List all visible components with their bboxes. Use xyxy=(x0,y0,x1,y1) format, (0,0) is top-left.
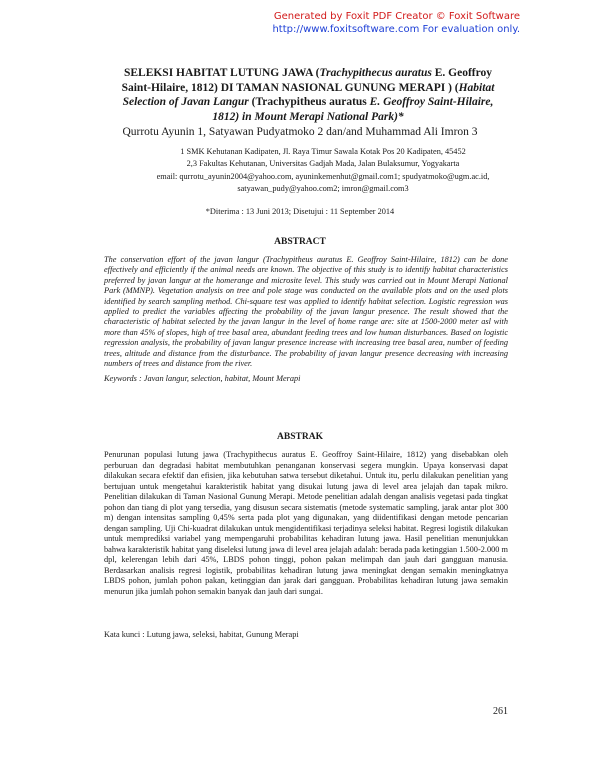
title-part-3: (Trachypitheus auratus xyxy=(248,96,370,108)
paper-title xyxy=(108,66,508,124)
affiliation-2: 2,3 Fakultas Kehutanan, Universitas Gadjah Mada, Jalan Bulaksumur, Yogyakarta xyxy=(186,158,460,168)
author-emails-1: email: qurrotu_ayunin2004@yahoo.com, ayuninkemenhut@gmail.com1; spudyatmoko@ugm.ac.id, xyxy=(156,172,490,181)
title-species-1: Trachypithecus auratus xyxy=(319,67,432,79)
keywords-english: Keywords : Javan langur, selection, habitat, Mount Merapi xyxy=(104,374,301,383)
abstrak-heading: ABSTRAK xyxy=(277,432,323,442)
page-number: 261 xyxy=(493,706,508,717)
affiliation-1: 1 SMK Kehutanan Kadipaten, Jl. Raya Timur Sawala Kotak Pos 20 Kadipaten, 45452 xyxy=(180,147,466,156)
title-english: Habitat Selection of Javan Langur xyxy=(122,81,495,108)
watermark-line-1: Generated by Foxit PDF Creator © Foxit Software xyxy=(273,11,520,22)
author-list: Qurrotu Ayunin 1, Satyawan Pudyatmoko 2 dan/and Muhammad Ali Imron 3 xyxy=(122,126,478,138)
title-part-2: E. Geoffroy Saint-Hilaire, 1812) DI TAMAN NASIONAL GUNUNG MERAPI ) ( xyxy=(121,67,493,94)
watermark-line-2: http://www.foxitsoftware.com For evaluation only. xyxy=(272,24,520,35)
kata-kunci: Kata kunci : Lutung jawa, seleksi, habitat, Gunung Merapi xyxy=(104,630,299,639)
affiliations xyxy=(118,146,528,194)
abstract-text: The conservation effort of the javan langur (Trachypitheus auratus E. Geoffroy Saint-Hilaire, 1812) can be done effectively and efficiently if the animal needs are known. The objective of this study is to identify habitat characteristics preferred by javan langur at the homerange and microsite level. This study was carried out in Mount Merapi National Park (MMNP). Vegetation analysis on tree and pole stage was conducted on the available plots and on the used plots identified by search sampling method. Chi-square test was applied to identify habitat selection. Logistic regression was applied to predict the variables affecting the probability of the javan langur presence. The result showed that the characteristic of habitat selected by the javan langur in the level of home range are: site at 1500-2000 meter asl with more than 45% of slopes, high of tree basal area, abundant feeding trees and low human disturbances. Based on logistic regression analysis, the probability of javan langur presence increase with increasing tree basal area, number of feeding trees, altitude and distance from the disturbance. The probability of javan langur presence decreasing with increasing numbers of trees and distance from the river. xyxy=(104,255,508,369)
submission-dates: *Diterima : 13 Juni 2013; Disetujui : 11 September 2014 xyxy=(205,207,395,216)
title-part-1: SELEKSI HABITAT LUTUNG JAWA ( xyxy=(123,67,320,79)
abstract-heading: ABSTRACT xyxy=(274,237,326,247)
pdf-watermark xyxy=(272,10,520,36)
title-species-2: E. Geoffroy Saint-Hilaire, 1812) in Mount Merapi National Park)* xyxy=(212,96,494,123)
abstrak-text: Penurunan populasi lutung jawa (Trachypithecus auratus E. Geoffroy Saint-Hilaire, 1812) yang disebabkan oleh perburuan dan degradasi habitat membutuhkan penanganan konservasi segera mungkin. Upaya konservasi dapat dilakukan secara efektif dan efisien, jika kebutuhan satwa tersebut diketahui. Untuk itu, perlu dilakukan penelitian yang bertujuan untuk mengetahui karakteristik habitat yang disukai lutung jawa di level area jelajah dan tapak mikro. Penelitian dilakukan di Taman Nasional Gunung Merapi. Metode penelitian adalah dengan analisis vegetasi pada tingkat pohon dan tiang di plot yang tersedia, yang disusun secara sistematis (metode systematic sampling, jarak antar plot 300 m) dengan intensitas sampling 0,45% serta pada plot yang digunakan, yang diidentifikasi dengan metode pencarian dengan sampling. Uji Chi-kuadrat dilakukan untuk mengidentifikasi terjadinya seleksi habitat. Regresi logistik dilakukan untuk memprediksi variabel yang mempengaruhi probabilitas kehadiran lutung jawa. Hasil penelitian menunjukkan bahwa karakteristik habitat yang diseleksi lutung jawa di level area jelajah adalah: berada pada ketinggian 1.500-2.000 m dpl, kelerengan lebih dari 45%, LBDS pohon tinggi, pohon pakan melimpah dan jauh dari gangguan manusia. Berdasarkan analisis regresi logistik, probabilitas kehadiran lutung jawa meningkat dengan semakin meningkatnya LBDS pohon, jumlah pohon pakan, ketinggian dan jarak dari gangguan. Probabilitas kehadiran lutung jawa semakin menurun jika jumlah pohon semakin banyak dan jauh dari sungai. xyxy=(104,450,508,596)
author-emails-2: satyawan_pudy@yahoo.com2; imron@gmail.com3 xyxy=(237,183,409,193)
